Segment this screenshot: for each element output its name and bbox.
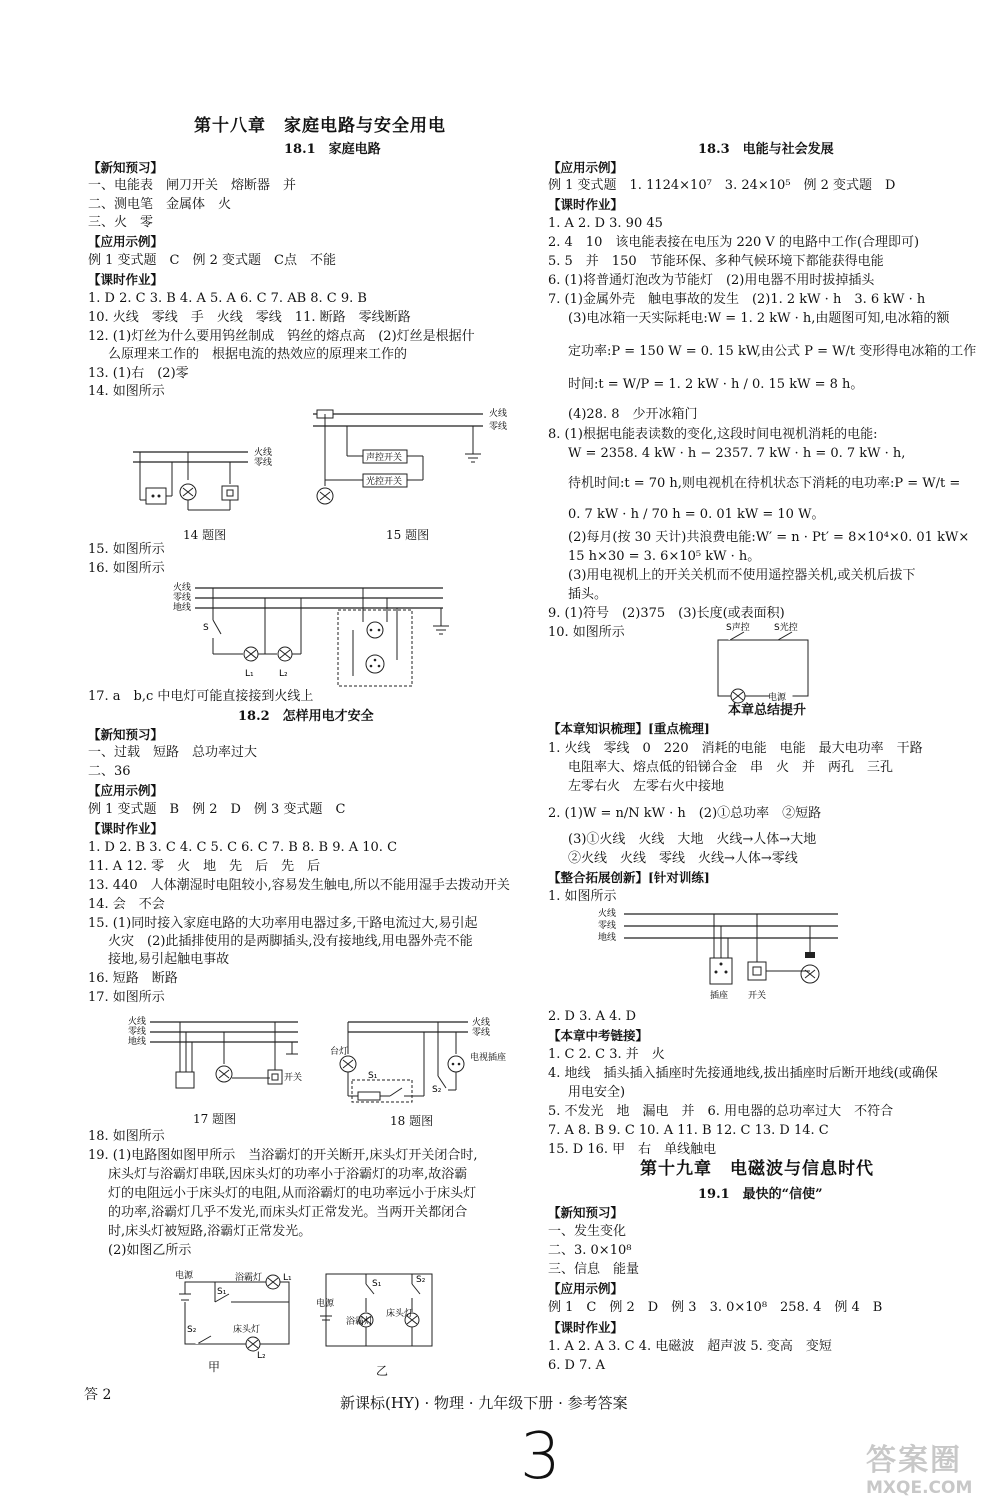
- fig-t1-dixian-label: 地线: [598, 933, 617, 943]
- fig17-huoxian-label: 火线: [128, 1017, 147, 1027]
- heading-keshi-zuoye: 【课时作业】: [548, 197, 624, 212]
- answer-line: 0. 7 kW · h / 70 h = 0. 01 kW = 10 W。: [568, 507, 825, 522]
- answer-line: 9. (1)符号 (2)375 (3)长度(或表面积): [548, 606, 785, 621]
- figure-15-caption: 15 题图: [386, 528, 430, 542]
- answer-line: 2. D 3. A 4. D: [548, 1009, 637, 1024]
- chapter-18-title: 第十八章 家庭电路与安全用电: [194, 116, 446, 136]
- answer-line: 例 1 变式题 1. 1124×10⁷ 3. 24×10⁵ 例 2 变式题 D: [548, 178, 896, 193]
- fig16-switch-label: S: [203, 623, 209, 633]
- answer-line: 时间:t = W/P = 1. 2 kW · h / 0. 15 kW = 8 h。: [568, 377, 864, 392]
- fig19yi-yuba-label: 浴霸灯: [346, 1317, 374, 1327]
- answer-line: 1. 如图所示: [548, 889, 617, 904]
- heading-yingyong-shili: 【应用示例】: [88, 234, 164, 249]
- answer-line: 接地,易引起触电事故: [108, 952, 230, 967]
- answer-line: 一、发生变化: [548, 1224, 627, 1239]
- page-number-label: 答 2: [84, 1387, 112, 1403]
- fig15-lingxian-label: 零线: [489, 422, 508, 432]
- heading-xinzhi-yuxi: 【新知预习】: [548, 1205, 624, 1220]
- answer-line: 左零右火 左零右火中接地: [568, 779, 725, 794]
- answer-line: 定功率:P = 150 W = 0. 15 kW,由公式 P = W/t 变形得电冰箱的工作: [568, 344, 977, 359]
- heading-yingyong-shili: 【应用示例】: [548, 160, 624, 175]
- answer-line: 用电安全): [568, 1085, 626, 1100]
- fig17-lingxian-label: 零线: [128, 1027, 147, 1037]
- fig-t1-huoxian-label: 火线: [598, 909, 617, 919]
- answer-line: 二、测电笔 金属体 火: [88, 197, 232, 212]
- answer-line: W = 2358. 4 kW · h − 2357. 7 kW · h = 0. 7 kW · h,: [568, 446, 906, 461]
- answer-line: 15. (1)同时接入家庭电路的大功率用电器过多,干路电流过大,易引起: [88, 916, 478, 931]
- answer-line: 一、电能表 闸刀开关 熔断器 并: [88, 178, 297, 193]
- figure-14-caption: 14 题图: [183, 528, 227, 542]
- chapter-19-title: 第十九章 电磁波与信息时代: [640, 1159, 874, 1179]
- figure-14-circuit: [128, 440, 303, 520]
- answer-line: 2. (1)W = n/N kW · h (2)①总功率 ②短路: [548, 806, 822, 821]
- answer-line: 2. 4 10 该电能表接在电压为 220 V 的电路中工作(合理即可): [548, 235, 920, 250]
- figure-18-circuit: [328, 1014, 508, 1124]
- answer-line: (2)如图乙所示: [108, 1243, 192, 1258]
- answer-line: 待机时间:t = 70 h,则电视机在待机状态下消耗的电功率:P = W/t =: [568, 476, 961, 491]
- fig19jia-chuangtou-label: 床头灯: [233, 1325, 261, 1335]
- heading-keshi-zuoye: 【课时作业】: [548, 1320, 624, 1335]
- fig19yi-S2-label: S₂: [416, 1275, 426, 1285]
- answer-line: 10. 如图所示: [548, 625, 625, 640]
- answer-line: 18. 如图所示: [88, 1129, 165, 1144]
- fig19jia-dianyuan-label: 电源: [175, 1271, 194, 1281]
- answer-line: 1. D 2. C 3. B 4. A 5. A 6. C 7. AB 8. C 9. B: [88, 291, 367, 306]
- fig19jia-S2-label: S₂: [187, 1325, 197, 1335]
- answer-line: (3)①火线 火线 大地 火线→人体→大地: [568, 832, 817, 847]
- answer-line: 例 1 C 例 2 D 例 3 3. 0×10⁸ 258. 4 例 4 B: [548, 1300, 883, 1315]
- answer-line: 1. 火线 零线 0 220 消耗的电能 电能 最大电功率 干路: [548, 741, 923, 756]
- fig19yi-chuangtou-label: 床头灯: [386, 1309, 414, 1319]
- figure-integration-circuit: [598, 906, 848, 1006]
- answer-line: 1. A 2. A 3. C 4. 电磁波 超声波 5. 变高 变短: [548, 1339, 832, 1354]
- watermark-text: 答案圈: [866, 1443, 962, 1478]
- fig16-lingxian-label: 零线: [173, 593, 192, 603]
- answer-line: 床头灯与浴霸灯串联,因床头灯的功率小于浴霸灯的功率,故浴霸: [108, 1167, 468, 1182]
- answer-line: (4)28. 8 少开冰箱门: [568, 407, 698, 422]
- answer-line: 6. (1)将普通灯泡改为节能灯 (2)用电器不用时拔掉插头: [548, 273, 875, 288]
- answer-line: 例 1 变式题 B 例 2 D 例 3 变式题 C: [88, 802, 346, 817]
- fig18-S1-label: S₁: [368, 1071, 378, 1081]
- fig18-lingxian-label: 零线: [472, 1028, 491, 1038]
- answer-line: 6. D 7. A: [548, 1358, 606, 1373]
- answer-line: 1. D 2. B 3. C 4. C 5. C 6. C 7. B 8. B 9. A 10. C: [88, 840, 398, 855]
- fig16-L2-label: L₂: [279, 669, 288, 679]
- figure-15-circuit: [303, 404, 508, 516]
- answer-line: 12. (1)灯丝为什么要用钨丝制成 钨丝的熔点高 (2)灯丝是根据什: [88, 329, 475, 344]
- chapter-summary-title: 本章总结提升: [728, 703, 807, 718]
- fig19jia-L2-label: L₂: [257, 1351, 266, 1361]
- heading-zhenghe-tuozhan: 【整合拓展创新】[针对训练]: [548, 870, 710, 885]
- section-19-1-title: 19.1 最快的“信使”: [698, 1187, 823, 1202]
- figure-19-jia-circuit: [173, 1266, 303, 1361]
- heading-yingyong-shili: 【应用示例】: [548, 1281, 624, 1296]
- answer-line: 时,床头灯被短路,浴霸灯正常发光。: [108, 1224, 312, 1239]
- fig10-S-shengkong-label: S声控: [726, 623, 750, 633]
- answer-line: 14. 如图所示: [88, 384, 165, 399]
- fig-t1-kaiguan-label: 开关: [748, 991, 767, 1001]
- fig17-switch-label: 开关: [284, 1073, 303, 1083]
- answer-line: 15. D 16. 甲 右 单线触电: [548, 1142, 717, 1157]
- answer-line: 13. (1)右 (2)零: [88, 366, 189, 381]
- answer-line: 17. 如图所示: [88, 990, 165, 1005]
- answer-line: 16. 短路 断路: [88, 971, 178, 986]
- fig14-lingxian-label: 零线: [254, 458, 273, 468]
- fig19yi-dianyuan-label: 电源: [316, 1299, 335, 1309]
- answer-line: 5. 不发光 地 漏电 并 6. 用电器的总功率过大 不符合: [548, 1104, 894, 1119]
- fig10-S-guangkong-label: S光控: [774, 623, 798, 633]
- answer-line: 11. A 12. 零 火 地 先 后 先 后: [88, 859, 321, 874]
- fig15-guangkong-label: 光控开关: [366, 477, 403, 487]
- answer-line: 二、3. 0×10⁸: [548, 1243, 632, 1258]
- fig16-L1-label: L₁: [245, 669, 254, 679]
- heading-keshi-zuoye: 【课时作业】: [88, 821, 164, 836]
- answer-line: 1. A 2. D 3. 90 45: [548, 216, 663, 231]
- fig19jia-S1-label: S₁: [217, 1287, 227, 1297]
- answer-line: 三、火 零: [88, 215, 154, 230]
- figure-17-circuit: [128, 1014, 303, 1104]
- answer-line: 4. 地线 插头插入插座时先接通地线,拔出插座时后断开地线(或确保: [548, 1066, 938, 1081]
- answer-line: 7. (1)金属外壳 触电事故的发生 (2)1. 2 kW · h 3. 6 kW · h: [548, 292, 926, 307]
- fig18-taideng-label: 台灯: [330, 1047, 349, 1057]
- answer-line: (3)用电视机上的开关关机而不使用遥控器关机,或关机后拔下: [568, 568, 916, 583]
- answer-line: 17. a b,c 中电灯可能直接接到火线上: [88, 689, 314, 704]
- handwritten-page-number: 3: [520, 1420, 561, 1494]
- answer-line: (3)电冰箱一天实际耗电:W = 1. 2 kW · h,由题图可知,电冰箱的额: [568, 311, 950, 326]
- answer-line: 灯的电阻远小于床头灯的电阻,从而浴霸灯的电功率远小于床头灯: [108, 1186, 477, 1201]
- figure-19-jia-caption: 甲: [208, 1360, 221, 1374]
- section-18-2-title: 18.2 怎样用电才安全: [238, 709, 374, 724]
- figure-17-caption: 17 题图: [193, 1112, 237, 1126]
- figure-18-caption: 18 题图: [390, 1114, 434, 1128]
- fig16-huoxian-label: 火线: [173, 583, 192, 593]
- fig16-dixian-label: 地线: [173, 603, 192, 613]
- figure-16-circuit: [173, 580, 473, 690]
- answer-line: 16. 如图所示: [88, 561, 165, 576]
- heading-yingyong-shili: 【应用示例】: [88, 783, 164, 798]
- fig-t1-chazuo-label: 插座: [710, 991, 729, 1001]
- figure-19-yi-caption: 乙: [376, 1364, 389, 1378]
- figure-19-yi-circuit: [316, 1260, 446, 1360]
- answer-line: 二、36: [88, 764, 131, 779]
- section-18-3-title: 18.3 电能与社会发展: [698, 142, 834, 157]
- answer-line: 7. A 8. B 9. C 10. A 11. B 12. C 13. D 14. C: [548, 1123, 829, 1138]
- fig14-huoxian-label: 火线: [254, 448, 273, 458]
- answer-line: (2)每月(按 30 天计)共浪费电能:W′ = n · Pt′ = 8×10⁴×0. 01 kW×: [568, 530, 970, 545]
- fig15-shengkong-label: 声控开关: [366, 453, 403, 463]
- watermark-logo: [866, 1444, 996, 1504]
- fig19jia-yuba-label: 浴霸灯: [235, 1273, 263, 1283]
- answer-line: 19. (1)电路图如图甲所示 当浴霸灯的开关断开,床头灯开关闭合时,: [88, 1148, 478, 1163]
- heading-keshi-zuoye: 【课时作业】: [88, 272, 164, 287]
- answer-line: 的功率,浴霸灯几乎不发光,而床头灯正常发光。当两开关都闭合: [108, 1205, 468, 1220]
- fig18-S2-label: S₂: [432, 1085, 442, 1095]
- answer-line: 火灾 (2)此插排使用的是两脚插头,没有接地线,用电器外壳不能: [108, 934, 473, 949]
- answer-line: 5. 5 并 150 节能环保、多种气候环境下都能获得电能: [548, 254, 884, 269]
- fig17-dixian-label: 地线: [128, 1037, 147, 1047]
- heading-xinzhi-yuxi: 【新知预习】: [88, 160, 164, 175]
- answer-line: 么原理来工作的 根据电流的热效应的原理来工作的: [108, 347, 408, 362]
- answer-line: 电阻率大、熔点低的铅锑合金 串 火 并 两孔 三孔: [568, 760, 894, 775]
- fig15-huoxian-label: 火线: [489, 409, 508, 419]
- fig10-dianyuan-label: 电源: [768, 693, 787, 703]
- book-title-footer: 新课标(HY) · 物理 · 九年级下册 · 参考答案: [340, 1394, 628, 1412]
- fig-t1-lingxian-label: 零线: [598, 921, 617, 931]
- answer-line: 15 h×30 = 3. 6×10⁵ kW · h。: [568, 549, 761, 564]
- answer-line: 13. 440 人体潮湿时电阻较小,容易发生触电,所以不能用湿手去拨动开关: [88, 878, 510, 893]
- fig19jia-L1-label: L₁: [283, 1273, 292, 1283]
- fig18-huoxian-label: 火线: [472, 1018, 491, 1028]
- fig18-dianshi-label: 电视插座: [470, 1053, 507, 1063]
- watermark-url: MXQE.COM: [866, 1478, 973, 1498]
- heading-zhishi-shuli: 【本章知识梳理】[重点梳理]: [548, 721, 710, 736]
- answer-line: 例 1 变式题 C 例 2 变式题 C点 不能: [88, 253, 336, 268]
- section-18-1-title: 18.1 家庭电路: [284, 142, 381, 157]
- answer-line: 15. 如图所示: [88, 542, 165, 557]
- answer-line: 三、信息 能量: [548, 1262, 640, 1277]
- answer-line: 8. (1)根据电能表读数的变化,这段时间电视机消耗的电能:: [548, 427, 878, 442]
- answer-line: 10. 火线 零线 手 火线 零线 11. 断路 零线断路: [88, 310, 411, 325]
- heading-zhongkao-lianjie: 【本章中考链接】: [548, 1028, 649, 1043]
- answer-line: 1. C 2. C 3. 并 火: [548, 1047, 665, 1062]
- answer-line: ②火线 火线 零线 火线→人体→零线: [568, 851, 798, 866]
- fig19yi-S1-label: S₁: [372, 1279, 382, 1289]
- answer-line: 一、过载 短路 总功率过大: [88, 745, 258, 760]
- answer-line: 14. 会 不会: [88, 897, 165, 912]
- heading-xinzhi-yuxi: 【新知预习】: [88, 727, 164, 742]
- figure-10-circuit: [708, 620, 818, 710]
- answer-line: 插头。: [568, 587, 608, 602]
